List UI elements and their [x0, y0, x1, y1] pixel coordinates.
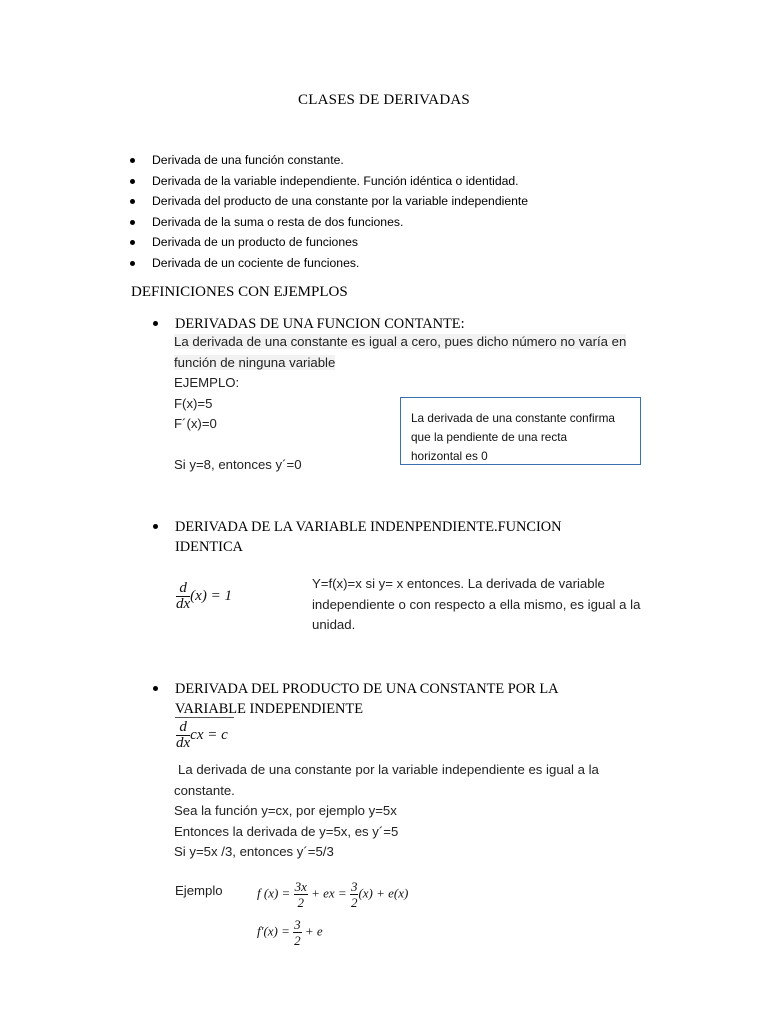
section-constant-function [175, 314, 465, 334]
definition-line: La derivada de una constante es igual a cero, pues dicho número no varía en [174, 334, 627, 349]
definition-line: función de ninguna variable [174, 354, 336, 370]
example-line: Si y=8, entonces y´=0 [174, 457, 302, 472]
section-heading: DERIVADA DEL PRODUCTO DE UNA CONSTANTE POR LA VARIABLE INDEPENDIENTE [175, 681, 559, 717]
section-constant-product [175, 679, 559, 719]
note-box: La derivada de una constante confirma que la pendiente de una recta horizontal es 0 [400, 397, 641, 465]
list-item: Derivada de la suma o resta de dos funciones. [128, 212, 528, 233]
bullet-icon [130, 199, 135, 204]
list-item: Derivada de un cociente de funciones. [128, 253, 528, 274]
section-body: La derivada de una constante por la variable independiente es igual a la constante. Sea la función y=cx, por ejemplo y=5x Entonces la derivada de y=5x, es y´=5 Si y=5x /3, entonces y´=5/3 [174, 762, 599, 859]
identity-derivative-formula: $\frac{d}{dx}$ (x) = 1 [176, 580, 232, 612]
bullet-icon [153, 686, 158, 691]
list-item: Derivada de un producto de funciones [128, 232, 528, 253]
example-line: F(x)=5 [174, 395, 213, 411]
derivative-types-list [128, 150, 528, 274]
constant-product-formula: $\frac{d}{dx}$ cx = c [176, 719, 228, 751]
example-derivative-equation: f′(x) = $\frac{3}{2}$ + e [257, 917, 323, 948]
bullet-icon [130, 220, 135, 225]
example-line: F´(x)=0 [174, 416, 217, 431]
section-independent-variable [175, 517, 562, 557]
divider [175, 717, 234, 718]
section-body: Y=f(x)=x si y= x entonces. La derivada de variable independiente o con respecto a ella mismo, es igual a la unidad. [312, 576, 641, 632]
section-heading: DERIVADA DE LA VARIABLE INDENPENDIENTE.FUNCION IDENTICA [175, 519, 562, 555]
bullet-icon [153, 524, 158, 529]
definitions-heading: DEFINICIONES CON EJEMPLOS [131, 284, 348, 300]
document-title: CLASES DE DERIVADAS [298, 92, 470, 108]
bullet-icon [130, 179, 135, 184]
example-label: EJEMPLO: [174, 375, 240, 390]
example-equation: f (x) = $\frac{3x}{2}$ + ex = $\frac{3}{2}$ (x) + e(x) [257, 879, 409, 910]
bullet-icon [130, 240, 135, 245]
bullet-icon [153, 321, 158, 326]
bullet-icon [130, 158, 135, 163]
example-label: Ejemplo [175, 883, 223, 898]
list-item: Derivada de una función constante. [128, 150, 528, 171]
list-item: Derivada de la variable independiente. Función idéntica o identidad. [128, 171, 528, 192]
bullet-icon [130, 261, 135, 266]
list-item: Derivada del producto de una constante por la variable independiente [128, 191, 528, 212]
section-heading: DERIVADAS DE UNA FUNCION CONTANTE: [175, 316, 465, 332]
